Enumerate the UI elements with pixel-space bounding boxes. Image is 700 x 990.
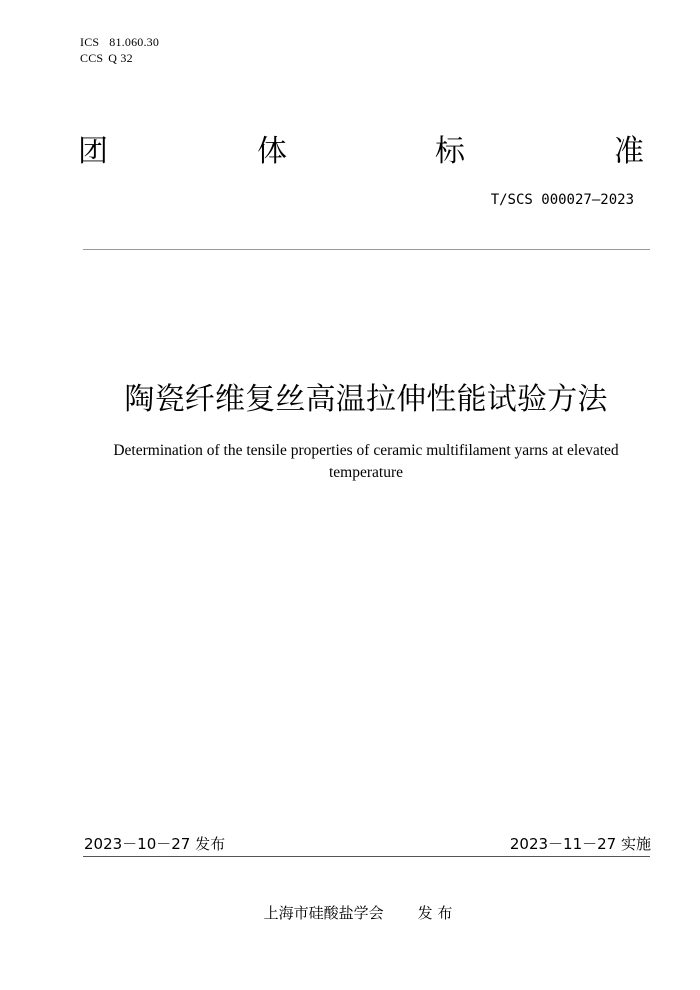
publisher-name: 上海市硅酸盐学会	[263, 904, 384, 922]
ics-code: 81.060.30	[109, 35, 160, 49]
footer-divider	[83, 856, 650, 857]
ics-label: ICS	[80, 35, 100, 49]
ccs-label: CCS	[80, 51, 104, 65]
standard-number: T/SCS 000027—2023	[490, 192, 634, 208]
ics-line	[80, 34, 159, 50]
standard-type-char: 团	[78, 134, 108, 169]
issue-date: 2023－10－27 发布	[84, 835, 226, 853]
standard-type-char: 准	[614, 134, 644, 169]
standard-type-char: 体	[257, 134, 287, 169]
publisher-line	[0, 903, 700, 923]
publisher-action: 发 布	[417, 904, 453, 922]
implementation-date: 2023－11－27 实施	[509, 835, 651, 853]
document-title-zh: 陶瓷纤维复丝高温拉伸性能试验方法	[124, 382, 608, 417]
ccs-code: Q 32	[108, 51, 133, 65]
document-title-en: Determination of the tensile properties of ceramic multifilament yarns at elevated temperature	[113, 442, 619, 481]
standard-type-heading	[78, 132, 648, 176]
classification-codes	[80, 34, 159, 66]
standard-type-char: 标	[435, 134, 465, 169]
ccs-line	[80, 50, 159, 66]
header-divider	[83, 249, 650, 250]
